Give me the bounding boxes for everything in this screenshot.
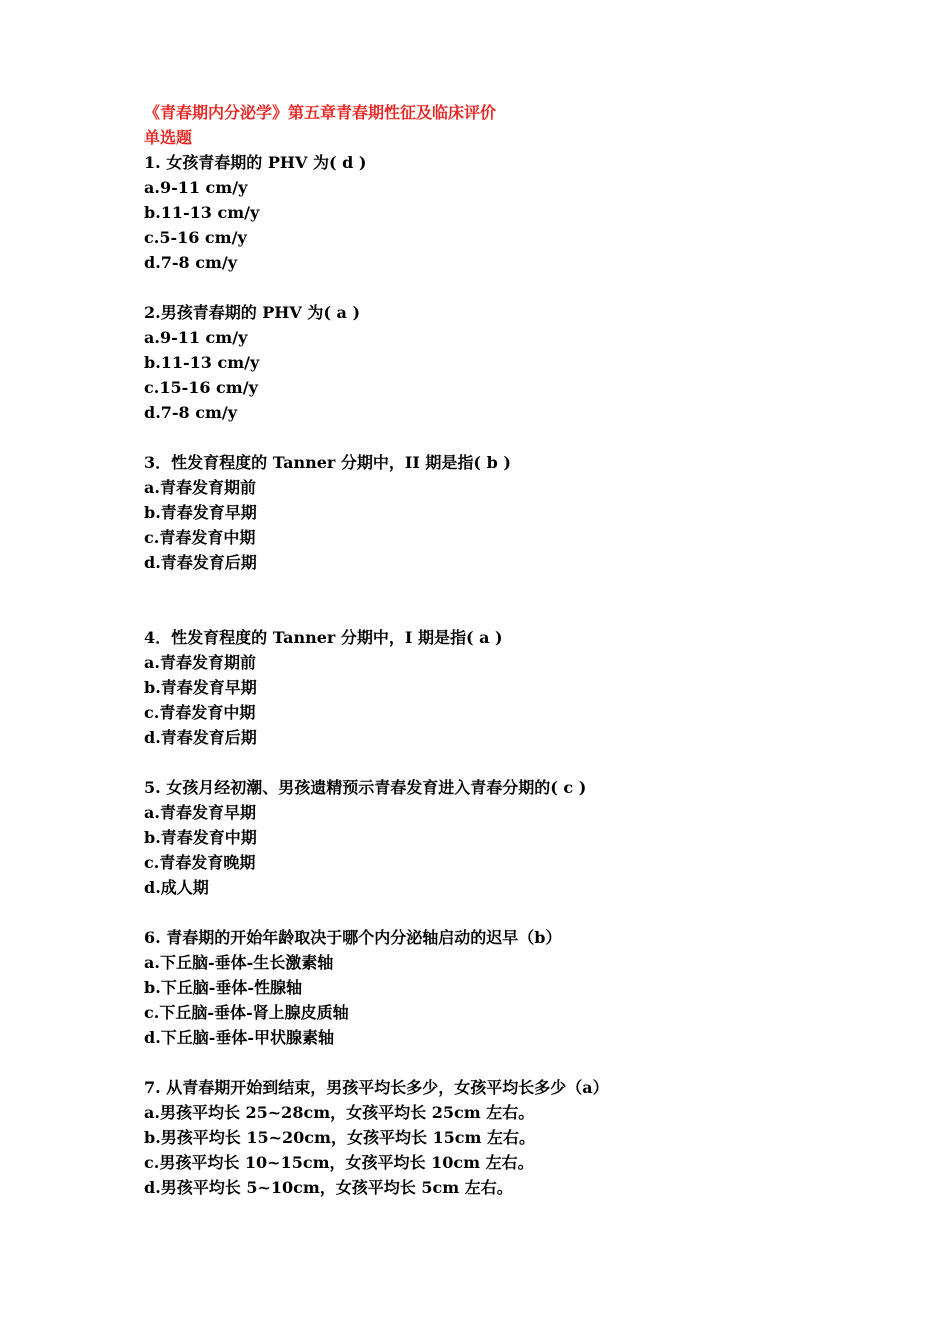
option-a: a.青春发育期前 [144,478,256,497]
question-3 [144,450,844,575]
question-text: 3．性发育程度的 Tanner 分期中，II 期是指( b ) [144,453,511,472]
option-b: b.下丘脑-垂体-性腺轴 [144,978,303,997]
option-d: d.青春发育后期 [144,728,257,747]
option-d: d.下丘脑-垂体-甲状腺素轴 [144,1028,335,1047]
option-c: c.15-16 cm/y [144,378,258,397]
option-b: b.青春发育早期 [144,503,257,522]
option-d: d.成人期 [144,878,209,897]
question-4 [144,625,844,750]
option-c: c.男孩平均长 10~15cm，女孩平均长 10cm 左右。 [144,1153,534,1172]
document-page [144,100,844,1225]
option-d: d.7-8 cm/y [144,253,238,272]
option-d: d.青春发育后期 [144,553,257,572]
option-d: d.7-8 cm/y [144,403,238,422]
option-c: c.青春发育中期 [144,528,256,547]
option-b: b.11-13 cm/y [144,353,260,372]
option-b: b.青春发育中期 [144,828,257,847]
question-text: 6. 青春期的开始年龄取决于哪个内分泌轴启动的迟早（b） [144,928,562,947]
option-c: c.5-16 cm/y [144,228,247,247]
option-a: a.男孩平均长 25~28cm，女孩平均长 25cm 左右。 [144,1103,535,1122]
question-text: 4．性发育程度的 Tanner 分期中，I 期是指( a ) [144,628,503,647]
question-text: 1. 女孩青春期的 PHV 为( d ) [144,153,367,172]
option-c: c.青春发育中期 [144,703,256,722]
question-5 [144,775,844,900]
option-a: a.青春发育期前 [144,653,256,672]
option-a: a.青春发育早期 [144,803,256,822]
question-2 [144,300,844,425]
question-text: 5. 女孩月经初潮、男孩遗精预示青春发育进入青春分期的( c ) [144,778,587,797]
question-1 [144,150,844,275]
option-a: a.下丘脑-垂体-生长激素轴 [144,953,334,972]
question-7 [144,1075,844,1200]
option-b: b.男孩平均长 15~20cm，女孩平均长 15cm 左右。 [144,1128,536,1147]
document-title: 《青春期内分泌学》第五章青春期性征及临床评价 [144,103,497,122]
option-d: d.男孩平均长 5~10cm，女孩平均长 5cm 左右。 [144,1178,513,1197]
option-b: b.青春发育早期 [144,678,257,697]
section-heading: 单选题 [144,128,193,147]
option-c: c.青春发育晚期 [144,853,256,872]
option-b: b.11-13 cm/y [144,203,260,222]
option-a: a.9-11 cm/y [144,178,248,197]
question-text: 7. 从青春期开始到结束，男孩平均长多少，女孩平均长多少（a） [144,1078,609,1097]
question-text: 2.男孩青春期的 PHV 为( a ) [144,303,361,322]
option-a: a.9-11 cm/y [144,328,248,347]
question-6 [144,925,844,1050]
option-c: c.下丘脑-垂体-肾上腺皮质轴 [144,1003,349,1022]
